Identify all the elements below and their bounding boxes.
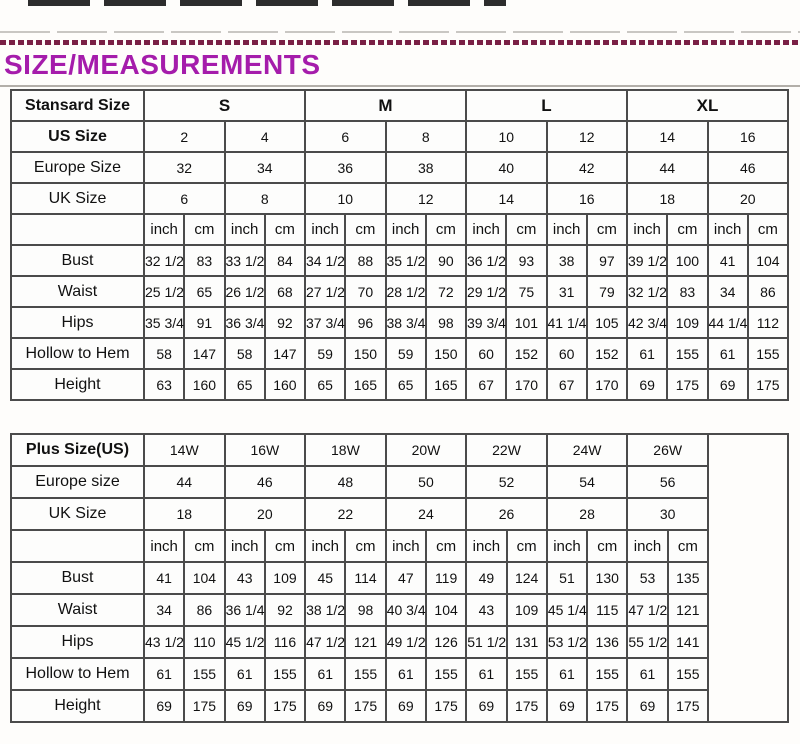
measurement-cell: 38: [547, 245, 587, 276]
measurement-cell: 69: [627, 369, 667, 400]
measurement-cell: 92: [265, 594, 305, 626]
size-value-cell: 36: [305, 152, 386, 183]
size-group-cell: 18W: [305, 434, 386, 466]
size-value-cell: 26: [466, 498, 547, 530]
size-value-cell: 30: [627, 498, 708, 530]
measurement-cell: 61: [466, 658, 506, 690]
measurement-cell: 124: [507, 562, 547, 594]
measurement-cell: 59: [305, 338, 345, 369]
table-row: [11, 121, 788, 152]
measurement-cell: 36 1/4: [225, 594, 265, 626]
unit-cell: cm: [184, 530, 224, 562]
size-value-cell: 20: [708, 183, 789, 214]
size-value-cell: 18: [144, 498, 225, 530]
measurement-cell: 69: [305, 690, 345, 722]
measurement-cell: 58: [225, 338, 265, 369]
size-value-cell: 50: [386, 466, 467, 498]
measurement-cell: 61: [305, 658, 345, 690]
unit-cell: inch: [225, 214, 265, 245]
measurement-cell: 55 1/2: [627, 626, 667, 658]
measurement-cell: 60: [547, 338, 587, 369]
size-group-cell: M: [305, 90, 466, 121]
measurement-cell: 155: [587, 658, 627, 690]
unit-cell: cm: [507, 530, 547, 562]
unit-cell: cm: [426, 214, 466, 245]
measurement-cell: 155: [748, 338, 788, 369]
size-value-cell: 48: [305, 466, 386, 498]
row-label-cell: Hips: [11, 626, 144, 658]
measurement-cell: 93: [506, 245, 546, 276]
measurement-cell: 27 1/2: [305, 276, 345, 307]
measurement-cell: 84: [265, 245, 305, 276]
measurement-cell: 165: [426, 369, 466, 400]
row-label-cell: Hollow to Hem: [11, 338, 144, 369]
measurement-cell: 152: [587, 338, 627, 369]
size-value-cell: 12: [547, 121, 628, 152]
measurement-cell: 175: [667, 369, 707, 400]
table-row: [11, 307, 788, 338]
measurement-cell: 65: [386, 369, 426, 400]
corner-cell: Stansard Size: [11, 90, 144, 121]
measurement-cell: 155: [426, 658, 466, 690]
unit-cell: inch: [144, 214, 184, 245]
measurement-cell: 175: [587, 690, 627, 722]
measurement-cell: 175: [748, 369, 788, 400]
measurement-cell: 98: [426, 307, 466, 338]
size-value-cell: 46: [225, 466, 306, 498]
measurement-cell: 109: [265, 562, 305, 594]
measurement-cell: 25 1/2: [144, 276, 184, 307]
measurement-cell: 68: [265, 276, 305, 307]
measurement-cell: 63: [144, 369, 184, 400]
measurement-cell: 51 1/2: [466, 626, 506, 658]
measurement-cell: 126: [426, 626, 466, 658]
measurement-cell: 29 1/2: [466, 276, 506, 307]
unit-cell: cm: [345, 530, 385, 562]
size-value-cell: 34: [225, 152, 306, 183]
measurement-cell: 67: [466, 369, 506, 400]
measurement-cell: 45 1/2: [225, 626, 265, 658]
measurement-cell: 61: [144, 658, 184, 690]
table-row: [11, 152, 788, 183]
measurement-cell: 59: [386, 338, 426, 369]
measurement-cell: 36 1/2: [466, 245, 506, 276]
measurement-cell: 114: [345, 562, 385, 594]
size-value-cell: 56: [627, 466, 708, 498]
measurement-cell: 43: [466, 594, 506, 626]
size-value-cell: 8: [386, 121, 467, 152]
measurement-cell: 131: [507, 626, 547, 658]
size-group-cell: 20W: [386, 434, 467, 466]
measurement-cell: 119: [426, 562, 466, 594]
unit-cell: inch: [386, 530, 426, 562]
measurement-cell: 37 3/4: [305, 307, 345, 338]
measurement-cell: 79: [587, 276, 627, 307]
row-label-cell: Waist: [11, 594, 144, 626]
measurement-cell: 141: [668, 626, 708, 658]
measurement-cell: 135: [668, 562, 708, 594]
size-group-cell: S: [144, 90, 305, 121]
size-value-cell: 42: [547, 152, 628, 183]
unit-cell: inch: [305, 530, 345, 562]
measurement-cell: 86: [748, 276, 788, 307]
table-row: [11, 530, 788, 562]
size-group-cell: L: [466, 90, 627, 121]
measurement-cell: 155: [507, 658, 547, 690]
unit-cell: cm: [265, 214, 305, 245]
measurement-cell: 41 1/4: [547, 307, 587, 338]
size-value-cell: 20: [225, 498, 306, 530]
measurement-cell: 75: [506, 276, 546, 307]
size-value-cell: 2: [144, 121, 225, 152]
measurement-cell: 147: [265, 338, 305, 369]
measurement-cell: 34: [144, 594, 184, 626]
table-row: [11, 690, 788, 722]
measurement-cell: 170: [506, 369, 546, 400]
measurement-cell: 65: [225, 369, 265, 400]
measurement-cell: 35 3/4: [144, 307, 184, 338]
thin-divider-line: [0, 85, 800, 87]
measurement-cell: 83: [667, 276, 707, 307]
measurement-cell: 110: [184, 626, 224, 658]
size-value-cell: 54: [547, 466, 628, 498]
table-row: [11, 369, 788, 400]
gray-divider-line: [0, 31, 800, 33]
measurement-cell: 175: [345, 690, 385, 722]
measurement-cell: 83: [184, 245, 224, 276]
measurement-cell: 101: [506, 307, 546, 338]
measurement-cell: 26 1/2: [225, 276, 265, 307]
unit-cell: inch: [547, 214, 587, 245]
size-value-cell: 22: [305, 498, 386, 530]
empty-column-cell: [708, 434, 788, 722]
measurement-cell: 49 1/2: [386, 626, 426, 658]
dashed-divider-line: [0, 40, 800, 45]
measurement-cell: 160: [184, 369, 224, 400]
measurement-cell: 58: [144, 338, 184, 369]
row-label-cell: Bust: [11, 245, 144, 276]
measurement-cell: 43 1/2: [144, 626, 184, 658]
measurement-cell: 69: [627, 690, 667, 722]
measurement-cell: 47: [386, 562, 426, 594]
table-row: [11, 245, 788, 276]
row-label-cell: [11, 214, 144, 245]
measurement-cell: 155: [345, 658, 385, 690]
measurement-cell: 136: [587, 626, 627, 658]
size-value-cell: 52: [466, 466, 547, 498]
measurement-cell: 31: [547, 276, 587, 307]
measurement-cell: 45: [305, 562, 345, 594]
unit-cell: cm: [184, 214, 224, 245]
unit-cell: cm: [748, 214, 788, 245]
measurement-cell: 67: [547, 369, 587, 400]
measurement-cell: 97: [587, 245, 627, 276]
measurement-cell: 65: [305, 369, 345, 400]
unit-cell: inch: [627, 530, 667, 562]
standard-size-table: [10, 89, 789, 401]
table-row: [11, 276, 788, 307]
measurement-cell: 90: [426, 245, 466, 276]
measurement-cell: 100: [667, 245, 707, 276]
measurement-cell: 86: [184, 594, 224, 626]
measurement-cell: 98: [345, 594, 385, 626]
size-value-cell: 8: [225, 183, 306, 214]
measurement-cell: 170: [587, 369, 627, 400]
table-row: [11, 498, 788, 530]
measurement-cell: 69: [547, 690, 587, 722]
unit-cell: inch: [386, 214, 426, 245]
measurement-cell: 39 3/4: [466, 307, 506, 338]
measurement-cell: 69: [708, 369, 748, 400]
measurement-cell: 69: [144, 690, 184, 722]
size-group-cell: 14W: [144, 434, 225, 466]
measurement-cell: 35 1/2: [386, 245, 426, 276]
measurement-cell: 61: [225, 658, 265, 690]
size-group-cell: 16W: [225, 434, 306, 466]
measurement-cell: 69: [386, 690, 426, 722]
unit-cell: cm: [426, 530, 466, 562]
unit-cell: inch: [466, 214, 506, 245]
row-label-cell: Hollow to Hem: [11, 658, 144, 690]
measurement-cell: 53: [627, 562, 667, 594]
measurement-cell: 112: [748, 307, 788, 338]
measurement-cell: 61: [386, 658, 426, 690]
unit-cell: cm: [506, 214, 546, 245]
plus-size-table: [10, 433, 789, 723]
measurement-cell: 33 1/2: [225, 245, 265, 276]
measurement-cell: 60: [466, 338, 506, 369]
measurement-cell: 130: [587, 562, 627, 594]
measurement-cell: 61: [547, 658, 587, 690]
measurement-cell: 96: [345, 307, 385, 338]
size-value-cell: 10: [305, 183, 386, 214]
page-title: SIZE/MEASUREMENTS: [4, 49, 321, 80]
size-value-cell: 28: [547, 498, 628, 530]
measurement-cell: 65: [184, 276, 224, 307]
measurement-cell: 104: [748, 245, 788, 276]
size-value-cell: 44: [627, 152, 708, 183]
measurement-cell: 38 3/4: [386, 307, 426, 338]
size-value-cell: 14: [627, 121, 708, 152]
unit-cell: cm: [265, 530, 305, 562]
measurement-cell: 28 1/2: [386, 276, 426, 307]
row-label-cell: Waist: [11, 276, 144, 307]
unit-cell: inch: [144, 530, 184, 562]
size-value-cell: 18: [627, 183, 708, 214]
measurement-cell: 150: [345, 338, 385, 369]
corner-cell: Plus Size(US): [11, 434, 144, 466]
unit-cell: cm: [587, 214, 627, 245]
size-value-cell: 44: [144, 466, 225, 498]
unit-cell: cm: [668, 530, 708, 562]
size-value-cell: 46: [708, 152, 789, 183]
row-label-cell: [11, 530, 144, 562]
measurement-cell: 61: [627, 338, 667, 369]
unit-cell: inch: [547, 530, 587, 562]
measurement-cell: 92: [265, 307, 305, 338]
unit-cell: inch: [708, 214, 748, 245]
measurement-cell: 175: [184, 690, 224, 722]
measurement-cell: 43: [225, 562, 265, 594]
size-value-cell: 16: [708, 121, 789, 152]
measurement-cell: 147: [184, 338, 224, 369]
unit-cell: inch: [466, 530, 506, 562]
size-group-cell: 22W: [466, 434, 547, 466]
measurement-cell: 109: [667, 307, 707, 338]
measurement-cell: 175: [265, 690, 305, 722]
table-row: [11, 214, 788, 245]
measurement-cell: 121: [668, 594, 708, 626]
row-label-cell: Bust: [11, 562, 144, 594]
size-value-cell: 12: [386, 183, 467, 214]
measurement-cell: 36 3/4: [225, 307, 265, 338]
size-group-cell: XL: [627, 90, 788, 121]
measurement-cell: 150: [426, 338, 466, 369]
measurement-cell: 115: [587, 594, 627, 626]
size-value-cell: 32: [144, 152, 225, 183]
measurement-cell: 49: [466, 562, 506, 594]
size-value-cell: 38: [386, 152, 467, 183]
unit-cell: cm: [345, 214, 385, 245]
measurement-cell: 42 3/4: [627, 307, 667, 338]
unit-cell: inch: [305, 214, 345, 245]
measurement-cell: 34 1/2: [305, 245, 345, 276]
measurement-cell: 155: [668, 658, 708, 690]
table-row: [11, 594, 788, 626]
table-row: [11, 562, 788, 594]
unit-cell: inch: [225, 530, 265, 562]
measurement-cell: 155: [667, 338, 707, 369]
measurement-cell: 91: [184, 307, 224, 338]
measurement-cell: 32 1/2: [144, 245, 184, 276]
table-row: [11, 466, 788, 498]
measurement-cell: 105: [587, 307, 627, 338]
table-row: [11, 338, 788, 369]
size-group-cell: 26W: [627, 434, 708, 466]
row-label-cell: Height: [11, 690, 144, 722]
measurement-cell: 69: [225, 690, 265, 722]
row-label-cell: UK Size: [11, 183, 144, 214]
size-value-cell: 16: [547, 183, 628, 214]
measurement-cell: 104: [426, 594, 466, 626]
row-label-cell: Europe Size: [11, 152, 144, 183]
measurement-cell: 41: [144, 562, 184, 594]
measurement-cell: 70: [345, 276, 385, 307]
measurement-cell: 44 1/4: [708, 307, 748, 338]
unit-cell: cm: [667, 214, 707, 245]
size-value-cell: 40: [466, 152, 547, 183]
cropped-text-fragments: [28, 0, 506, 6]
size-value-cell: 6: [305, 121, 386, 152]
measurement-cell: 53 1/2: [547, 626, 587, 658]
size-value-cell: 24: [386, 498, 467, 530]
row-label-cell: Height: [11, 369, 144, 400]
table-row: [11, 626, 788, 658]
measurement-cell: 116: [265, 626, 305, 658]
measurement-cell: 47 1/2: [627, 594, 667, 626]
measurement-cell: 165: [345, 369, 385, 400]
size-value-cell: 4: [225, 121, 306, 152]
measurement-cell: 69: [466, 690, 506, 722]
row-label-cell: US Size: [11, 121, 144, 152]
measurement-cell: 175: [507, 690, 547, 722]
measurement-cell: 61: [708, 338, 748, 369]
measurement-cell: 39 1/2: [627, 245, 667, 276]
table-row: [11, 90, 788, 121]
measurement-cell: 41: [708, 245, 748, 276]
measurement-cell: 175: [426, 690, 466, 722]
measurement-cell: 51: [547, 562, 587, 594]
size-value-cell: 14: [466, 183, 547, 214]
measurement-cell: 88: [345, 245, 385, 276]
measurement-cell: 38 1/2: [305, 594, 345, 626]
size-group-cell: 24W: [547, 434, 628, 466]
row-label-cell: UK Size: [11, 498, 144, 530]
size-value-cell: 10: [466, 121, 547, 152]
measurement-cell: 32 1/2: [627, 276, 667, 307]
measurement-cell: 34: [708, 276, 748, 307]
measurement-cell: 72: [426, 276, 466, 307]
measurement-cell: 121: [345, 626, 385, 658]
measurement-cell: 47 1/2: [305, 626, 345, 658]
row-label-cell: Europe size: [11, 466, 144, 498]
measurement-cell: 45 1/4: [547, 594, 587, 626]
measurement-cell: 109: [507, 594, 547, 626]
measurement-cell: 155: [184, 658, 224, 690]
table-row: [11, 434, 788, 466]
table-row: [11, 183, 788, 214]
measurement-cell: 40 3/4: [386, 594, 426, 626]
unit-cell: inch: [627, 214, 667, 245]
measurement-cell: 104: [184, 562, 224, 594]
measurement-cell: 152: [506, 338, 546, 369]
row-label-cell: Hips: [11, 307, 144, 338]
measurement-cell: 61: [627, 658, 667, 690]
unit-cell: cm: [587, 530, 627, 562]
measurement-cell: 160: [265, 369, 305, 400]
table-row: [11, 658, 788, 690]
size-value-cell: 6: [144, 183, 225, 214]
measurement-cell: 175: [668, 690, 708, 722]
measurement-cell: 155: [265, 658, 305, 690]
